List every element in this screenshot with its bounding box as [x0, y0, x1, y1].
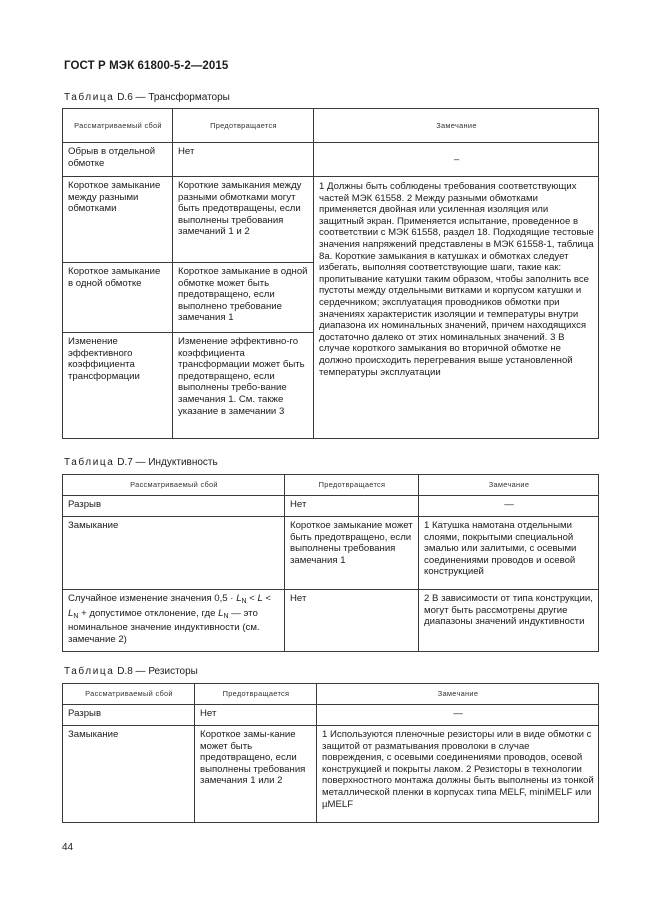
table-d8-title: Резисторы [148, 666, 198, 677]
table-row [63, 517, 599, 590]
note-cell: — [317, 705, 599, 726]
table-row [63, 590, 599, 652]
prevented-cell: Короткое замы-кание может быть предотвращено, если выполнены требования замечания 1 или 2 [195, 726, 317, 823]
col-header-prevented: Предотвращается [285, 475, 419, 496]
table-d8 [62, 683, 599, 823]
table-d6-caption [64, 92, 230, 103]
table-header-row [63, 475, 599, 496]
fault-cell: Разрыв [63, 496, 285, 517]
fault-cell: Обрыв в отдельной обмотке [63, 143, 173, 177]
note-cell: 1 Используются пленочные резисторы или в виде обмотки с защитой от разматывания проволоки в случае повреждения, с осевыми соединениями проводов, осевой конструкцией и покрыты лаком. 2 Резисторы в технологии поверхностного монтажа должны быть выполнены из тонкой металлической пленки в корпусах типа MELF, miniMELF или µMELF [317, 726, 599, 823]
note-cell: — [419, 496, 599, 517]
table-row [63, 496, 599, 517]
col-header-fault: Рассматриваемый сбой [63, 684, 195, 705]
table-d7-caption [64, 457, 218, 468]
merged-note-cell: 1 Должны быть соблюдены требования соответствующих частей МЭК 61558. 2 Между разными обмотками применяется двойная или усиленная изоляция или защитный экран. Применяется испытание, проведенное в соответствии с МЭК 61558, раздел 18. Подходящие тестовые значения напряжений представлены в МЭК 61558-1, таблица 8а. Короткие замыкания в катушках и обмотках следует избегать, выполняя соответствующие шаги, такие как: пропитывание катушки таким образом, чтобы заполнить все пустоты между отдельными витками и корпусом катушки и сердечником; эксплуатация проводников обмотки при значениях характеристик изоляции и температуры внутри диапазона их номинальных значений, причем находящихся достаточно далеко от этих номинальных значений. 3 В случае короткого замыкания во вторичной обмотке не должно происходить перегревания выше установленной температуры эксплуатации [314, 177, 599, 439]
table-d7 [62, 474, 599, 652]
fault-cell: Случайное изменение значения $0,5 \cdot L_N < L < L_N$ + допустимое отклонение, где $L_N$ — это номинальное значение индуктивности (см. замечание 2) [63, 590, 285, 652]
note-cell: – [314, 143, 599, 177]
col-header-note: Замечание [317, 684, 599, 705]
fault-cell: Замыкание [63, 517, 285, 590]
prevented-cell: Короткое замыкание может быть предотвращено, если выполнены требования замечания 1 [285, 517, 419, 590]
fault-cell: Изменение эффективного коэффициента трансформации [63, 333, 173, 439]
prevented-cell: Нет [173, 143, 314, 177]
prevented-cell: Нет [285, 590, 419, 652]
table-row [63, 143, 599, 177]
col-header-fault: Рассматриваемый сбой [63, 109, 173, 143]
document-header: ГОСТ Р МЭК 61800-5-2—2015 [64, 60, 229, 72]
table-d8-number: D.8 [117, 666, 133, 677]
fault-cell: Короткое замыкание между разными обмотками [63, 177, 173, 263]
col-header-prevented: Предотвращается [173, 109, 314, 143]
col-header-fault: Рассматриваемый сбой [63, 475, 285, 496]
table-d7-label: Таблица [64, 457, 115, 468]
table-d7-dash: — [135, 457, 146, 468]
fault-cell: Замыкание [63, 726, 195, 823]
table-row [63, 705, 599, 726]
table-row [63, 726, 599, 823]
note-cell: 1 Катушка намотана отдельными слоями, покрытыми специальной эмалью или залитыми, с осевыми соединениями проводов и осевой конструкцией [419, 517, 599, 590]
table-header-row [63, 684, 599, 705]
table-row [63, 177, 599, 263]
table-header-row [63, 109, 599, 143]
table-d8-label: Таблица [64, 666, 115, 677]
prevented-cell: Короткое замыкание в одной обмотке может быть предотвращено, если выполнено требование замечания 1 [173, 263, 314, 333]
table-d6-number: D.6 [117, 92, 133, 103]
col-header-note: Замечание [419, 475, 599, 496]
prevented-cell: Нет [285, 496, 419, 517]
table-d6-dash: — [135, 92, 146, 103]
table-d7-number: D.7 [117, 457, 133, 468]
fault-cell: Короткое замыкание в одной обмотке [63, 263, 173, 333]
note-cell: 2 В зависимости от типа конструкции, могут быть рассмотрены другие диапазоны значений индуктивности [419, 590, 599, 652]
page-number: 44 [62, 842, 74, 853]
prevented-cell: Короткие замыкания между разными обмотками могут быть предотвращены, если выполнены требования замечаний 1 и 2 [173, 177, 314, 263]
prevented-cell: Нет [195, 705, 317, 726]
fault-cell: Разрыв [63, 705, 195, 726]
table-d7-title: Индуктивность [148, 457, 218, 468]
table-d8-dash: — [135, 666, 146, 677]
col-header-note: Замечание [314, 109, 599, 143]
table-d6 [62, 108, 599, 439]
col-header-prevented: Предотвращается [195, 684, 317, 705]
table-d6-title: Трансформаторы [148, 92, 230, 103]
table-d8-caption [64, 666, 198, 677]
table-d6-label: Таблица [64, 92, 115, 103]
prevented-cell: Изменение эффективно-го коэффициента трансформации может быть предотвращено, если выполнены требо-вание замечания 1. См. также указание в замечании 3 [173, 333, 314, 439]
